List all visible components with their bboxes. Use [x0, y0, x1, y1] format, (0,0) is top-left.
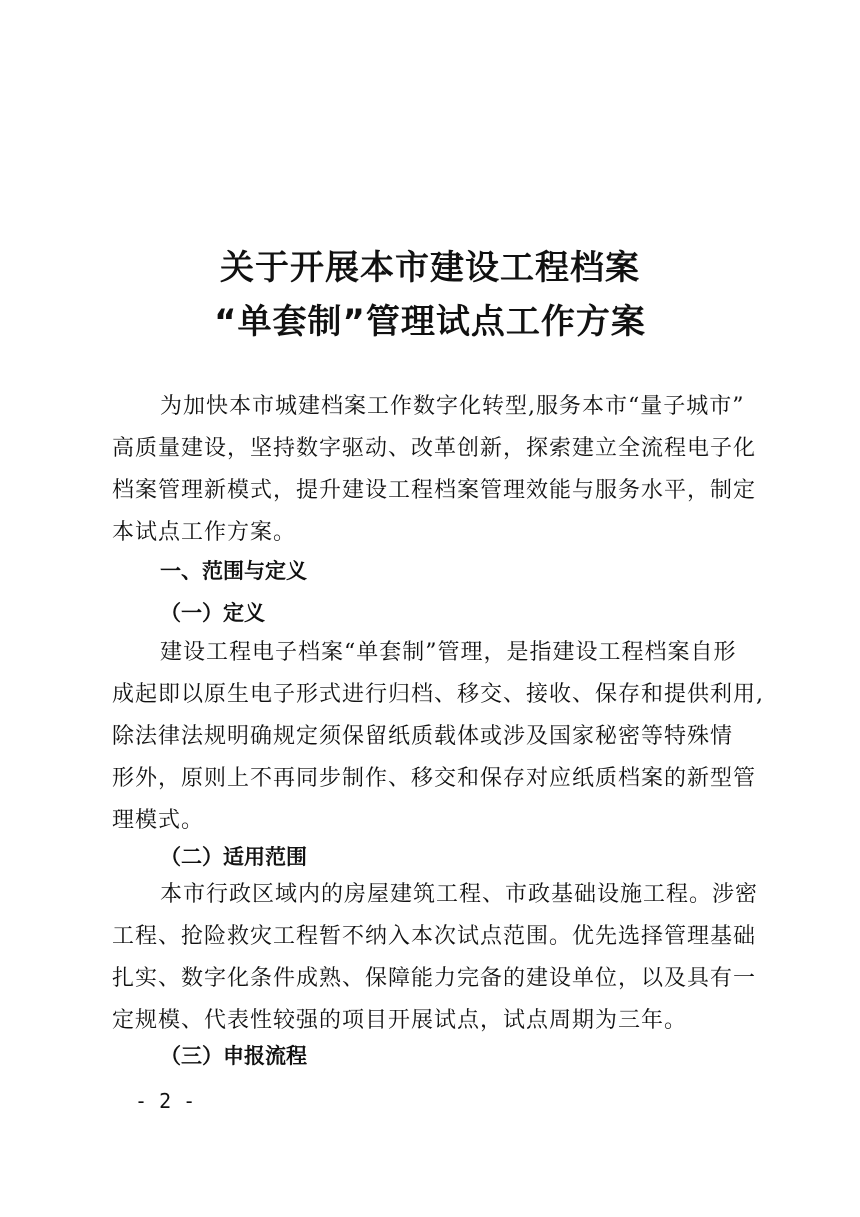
- definition-paragraph: [112, 632, 764, 842]
- paragraph-line: 形外，原则上不再同步制作、移交和保存对应纸质档案的新型管: [112, 766, 757, 791]
- paragraph-line: 本试点工作方案。: [112, 520, 297, 545]
- paragraph-line: 档案管理新模式，提升建设工程档案管理效能与服务水平，制定: [112, 478, 757, 503]
- scope-paragraph: [112, 874, 759, 1042]
- section-heading: 一、范围与定义: [160, 559, 307, 583]
- paragraph-line: 为加快本市城建档案工作数字化转型,服务本市“量子城市”: [160, 394, 745, 419]
- paragraph-line: 本市行政区域内的房屋建筑工程、市政基础设施工程。涉密: [160, 882, 759, 907]
- document-title-line2: “单套制”管理试点工作方案: [214, 302, 646, 342]
- subsection-heading: （二）适用范围: [160, 845, 307, 869]
- paragraph-line: 工程、抢险救灾工程暂不纳入本次试点范围。优先选择管理基础: [112, 924, 757, 949]
- paragraph-line: 扎实、数字化条件成熟、保障能力完备的建设单位，以及具有一: [112, 966, 757, 991]
- paragraph-line: 高质量建设，坚持数字驱动、改革创新，探索建立全流程电子化: [112, 436, 757, 461]
- paragraph-line: 成起即以原生电子形式进行归档、移交、接收、保存和提供利用,: [112, 682, 764, 707]
- page-number: - 2 -: [135, 1089, 196, 1113]
- paragraph-line: 除法律法规明确规定须保留纸质载体或涉及国家秘密等特殊情: [112, 724, 734, 749]
- paragraph-line: 建设工程电子档案“单套制”管理，是指建设工程档案自形: [160, 640, 737, 665]
- paragraph-line: 定规模、代表性较强的项目开展试点，试点周期为三年。: [112, 1008, 688, 1033]
- paragraph-line: 理模式。: [112, 808, 205, 833]
- subsection-heading: （一）定义: [160, 601, 265, 625]
- subsection-heading: （三）申报流程: [160, 1044, 307, 1068]
- intro-paragraph: [112, 386, 757, 554]
- document-title-line1: 关于开展本市建设工程档案: [220, 248, 640, 288]
